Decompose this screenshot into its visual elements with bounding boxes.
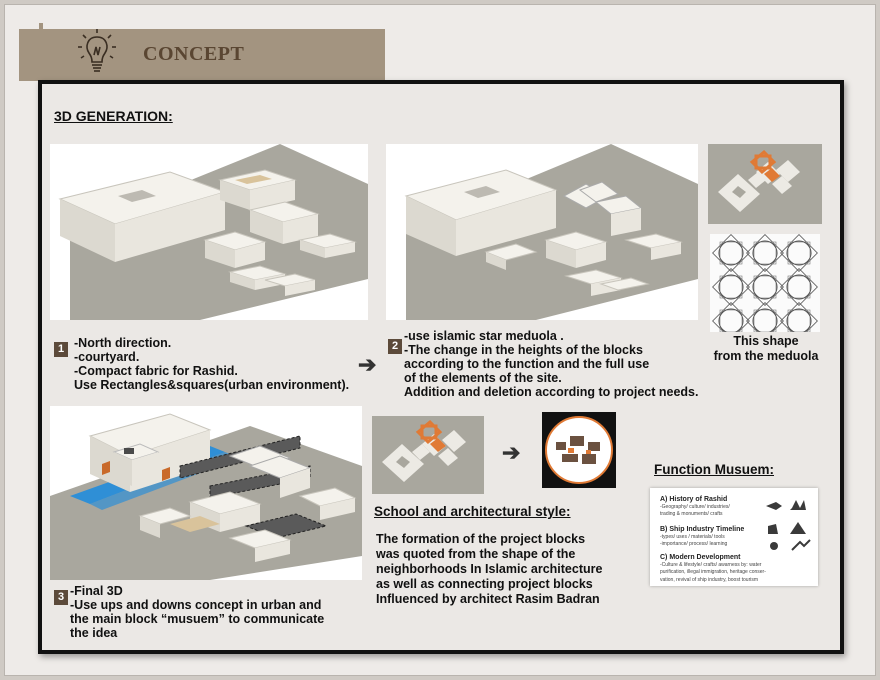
pattern-square	[720, 276, 742, 298]
pattern-circle	[719, 275, 743, 299]
star-overlay-diagram	[708, 144, 822, 224]
function-item-b-title: B) Ship Industry Timeline	[660, 526, 745, 533]
pattern-square	[754, 276, 776, 298]
step-3-text: -Final 3D -Use ups and downs concept in urban and the main block “musuem” to communicate the idea	[70, 584, 325, 640]
massing-step1-image	[50, 144, 368, 320]
pattern-circle	[753, 275, 777, 299]
function-item-a-sub: -Geography/ culture/ industries/ trading & monuments/ crafts	[660, 503, 730, 517]
pattern-square	[754, 310, 776, 332]
pattern-diamond	[781, 235, 818, 272]
pattern-diamond	[747, 269, 784, 306]
school-text: The formation of the project blocks was quoted from the shape of the neighborhoods In Islamic architecture as well as connecting project blocks Influenced by architect Rasim Badran	[376, 532, 603, 606]
pattern-circle	[753, 241, 777, 265]
content-frame	[38, 80, 844, 654]
pattern-circle	[753, 309, 777, 332]
function-card	[650, 488, 818, 586]
arrow-right-icon: ➔	[502, 440, 521, 465]
pattern-square	[720, 242, 742, 264]
step-2-badge: 2	[388, 339, 402, 354]
arrow-right-icon: ➔	[358, 352, 377, 377]
pattern-diamond	[713, 269, 750, 306]
pattern-square	[788, 276, 810, 298]
sail-icon	[790, 522, 806, 534]
pattern-circle	[787, 241, 811, 265]
school-title: School and architectural style:	[374, 504, 571, 519]
function-item-b	[660, 526, 744, 549]
pattern-circle	[787, 275, 811, 299]
function-item-c-title: C) Modern Development	[660, 554, 741, 561]
section-title: 3D GENERATION:	[54, 108, 173, 124]
function-title: Function Musuem:	[654, 462, 774, 477]
islamic-star-pattern	[710, 234, 820, 332]
crown-icon	[790, 500, 806, 510]
function-item-b-sub: -types/ uses / materials/ tools -importance/ process/ learning	[660, 533, 728, 547]
rasim-badran-collage	[542, 412, 616, 488]
pattern-diamond	[781, 269, 818, 306]
pattern-diamond	[747, 235, 784, 272]
step-3-badge: 3	[54, 590, 68, 605]
pattern-diamond	[713, 303, 750, 332]
pattern-square	[788, 310, 810, 332]
person-icon	[770, 542, 778, 550]
trend-up-icon	[792, 540, 810, 550]
pattern-square	[788, 242, 810, 264]
lightbulb-icon	[75, 27, 119, 79]
shape-caption: This shape from the meduola	[713, 334, 819, 363]
function-item-c-sub: -Culture & lifestyle/ crafts/ awarness by: water purification, illegal immigration, heritage conser- vation, revival of ship industry, boost tourism	[660, 561, 766, 583]
book-icon	[768, 524, 778, 534]
page-title: CONCEPT	[143, 43, 245, 65]
function-item-a	[660, 496, 730, 519]
pattern-diamond	[781, 303, 818, 332]
function-item-c	[660, 554, 766, 584]
pattern-square	[754, 242, 776, 264]
step-2-text: -use islamic star meduola . -The change in the heights of the blocks according to the function and the full use of the elements of the site. Addition and deletion according to project needs.	[404, 329, 699, 399]
school-diagram	[372, 416, 484, 494]
step-1-text: -North direction. -courtyard. -Compact fabric for Rashid. Use Rectangles&squares(urban environment).	[74, 336, 350, 392]
pattern-circle	[719, 241, 743, 265]
function-icons	[762, 496, 812, 552]
pattern-diamond	[747, 303, 784, 332]
step-1-badge: 1	[54, 342, 68, 357]
pattern-circle	[719, 309, 743, 332]
pattern-square	[720, 310, 742, 332]
pattern-circle	[787, 309, 811, 332]
massing-step2-image	[386, 144, 698, 320]
massing-final-image	[50, 406, 362, 580]
scroll-icon	[766, 502, 782, 510]
pattern-diamond	[713, 235, 750, 272]
function-item-a-title: A) History of Rashid	[660, 496, 728, 503]
